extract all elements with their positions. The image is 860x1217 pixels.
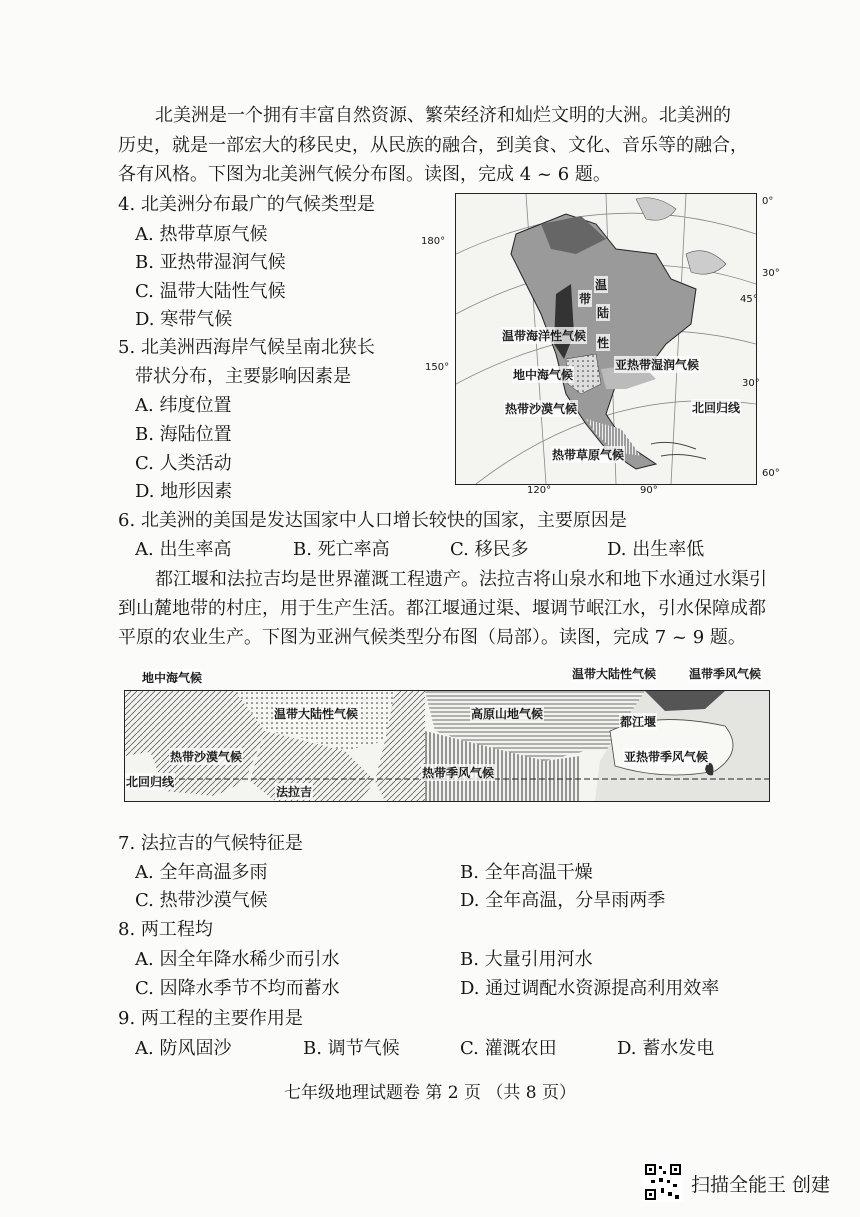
q6-option-b: B. 死亡率高 [293,539,390,560]
map1-coord-150: 150° [425,362,450,373]
q4-option-b: B. 亚热带湿润气候 [135,252,286,273]
map1-coord-45: 45° [740,294,758,305]
map1-label-tropic-of-cancer: 北回归线 [692,401,741,415]
map1-label-mediterranean: 地中海气候 [513,368,574,382]
map1-label-char-lu: 陆 [597,306,610,320]
map2-label-temperate-continental-east: 温带大陆性气候 [572,667,657,681]
map2-label-tropic-of-cancer: 北回归线 [126,775,175,789]
map2-label-mediterranean: 地中海气候 [142,671,203,685]
qr-code-icon [643,1162,683,1202]
q7-option-d: D. 全年高温，分旱雨两季 [460,890,666,911]
watermark-text: 扫描全能王 创建 [691,1174,831,1196]
map2-label-plateau-mountain: 高原山地气候 [471,707,544,721]
q6-option-d: D. 出生率低 [607,539,705,560]
q7-stem: 7. 法拉吉的气候特征是 [118,833,303,854]
map2-label-subtropical-monsoon: 亚热带季风气候 [624,750,709,764]
map1-label-char-wen: 温 [595,278,608,292]
passage1-line-2: 历史，就是一部宏大的移民史，从民族的融合，到美食、文化、音乐等的融合， [118,135,748,156]
map2-label-tropical-desert: 热带沙漠气候 [170,750,243,764]
passage2-line-1: 都江堰和法拉吉均是世界灌溉工程遗产。法拉吉将山泉水和地下水通过水渠引 [155,569,767,590]
q8-option-d: D. 通过调配水资源提高利用效率 [460,978,720,999]
map1-label-char-dai: 带 [579,292,592,306]
map1-coord-0: 0° [762,196,774,207]
q5-option-b: B. 海陆位置 [135,424,232,445]
map1-label-tropical-desert: 热带沙漠气候 [505,402,578,416]
page-footer: 七年级地理试题卷 第 2 页 （共 8 页） [283,1083,577,1103]
map2-label-dujiangyan: 都江堰 [620,715,657,729]
map2-label-temperate-monsoon: 温带季风气候 [689,667,762,681]
q6-stem: 6. 北美洲的美国是发达国家中人口增长较快的国家，主要原因是 [118,510,627,531]
map1-coord-30: 30° [762,268,780,279]
map1-label-char-xing: 性 [597,336,610,350]
q4-stem: 4. 北美洲分布最广的气候类型是 [118,194,375,215]
q8-stem: 8. 两工程均 [118,919,213,940]
asia-map-graphic [125,691,769,801]
q7-option-b: B. 全年高温干燥 [460,862,593,883]
q8-option-c: C. 因降水季节不均而蓄水 [135,978,340,999]
q4-option-a: A. 热带草原气候 [135,224,268,245]
map1-coord-120: 120° [527,485,552,496]
q5-option-d: D. 地形因素 [135,481,233,502]
passage2-line-3: 平原的农业生产。下图为亚洲气候类型分布图（局部）。读图，完成 7 ~ 9 题。 [118,627,746,648]
q9-option-a: A. 防风固沙 [135,1038,232,1059]
q6-option-a: A. 出生率高 [135,539,232,560]
q7-option-a: A. 全年高温多雨 [135,862,268,883]
scanner-watermark [643,1162,843,1202]
q5-option-c: C. 人类活动 [135,453,232,474]
map1-coord-90: 90° [640,485,658,496]
passage2-line-2: 到山麓地带的村庄，用于生产生活。都江堰通过渠、堰调节岷江水，引水保障成都 [118,598,766,619]
passage1-line-1: 北美洲是一个拥有丰富自然资源、繁荣经济和灿烂文明的大洲。北美洲的 [155,105,731,126]
map1-coord-60: 60° [762,468,780,479]
map1-coord-30b: 30° [742,378,760,389]
map2-label-temperate-continental-west: 温带大陆性气候 [274,707,359,721]
map1-label-subtropical-humid: 亚热带湿润气候 [615,358,700,372]
q8-option-a: A. 因全年降水稀少而引水 [135,949,340,970]
map1-label-tropical-savanna: 热带草原气候 [552,448,625,462]
q5-stem-line-1: 5. 北美洲西海岸气候呈南北狭长 [118,337,375,358]
q5-stem-line-2: 带状分布，主要影响因素是 [135,366,351,387]
asia-climate-map [124,690,770,802]
map2-label-tropical-monsoon: 热带季风气候 [422,766,495,780]
q4-option-d: D. 寒带气候 [135,309,233,330]
map2-label-falaj: 法拉吉 [276,785,313,799]
map1-coord-180: 180° [421,236,446,247]
q9-option-b: B. 调节气候 [303,1038,400,1059]
q7-option-c: C. 热带沙漠气候 [135,890,268,911]
q9-option-c: C. 灌溉农田 [460,1038,557,1059]
q6-option-c: C. 移民多 [450,539,529,560]
map1-label-temperate-oceanic: 温带海洋性气候 [502,329,587,343]
north-america-climate-map [455,193,757,485]
q8-option-b: B. 大量引用河水 [460,949,593,970]
passage1-line-3: 各有风格。下图为北美洲气候分布图。读图，完成 4 ~ 6 题。 [118,164,611,185]
q4-option-c: C. 温带大陆性气候 [135,281,286,302]
q9-option-d: D. 蓄水发电 [617,1038,715,1059]
q9-stem: 9. 两工程的主要作用是 [118,1008,303,1029]
q5-option-a: A. 纬度位置 [135,395,232,416]
